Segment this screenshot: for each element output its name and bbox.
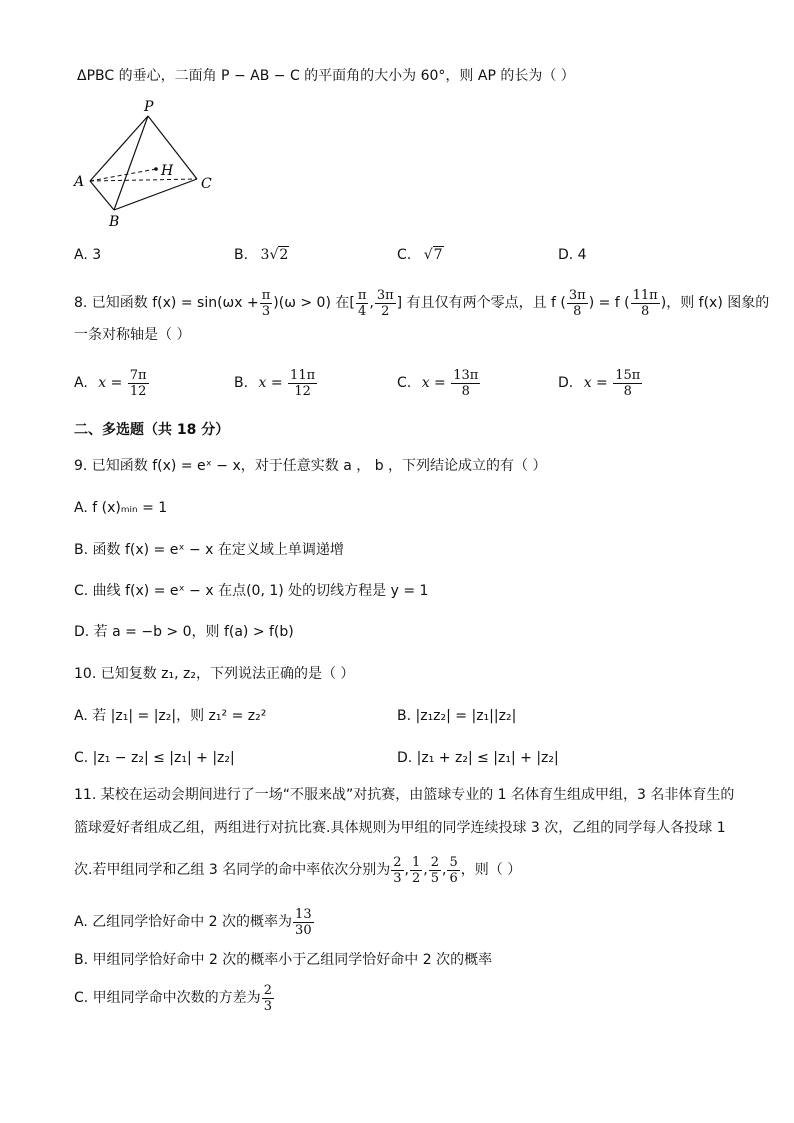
q11-option-b: B. 甲组同学恰好命中 2 次的概率小于乙组同学恰好命中 2 次的概率 [74,952,493,968]
q9-option-b: B. 函数 f(x) = eˣ − x 在定义域上单调递增 [74,542,344,558]
q10-option-a: A. 若 |z₁| = |z₂|，则 z₁² = z₂² [74,708,267,724]
q7-option-c: C. √7 [397,247,443,263]
q8-option-c: C. x = $\frac{13\pi}{8}$ [397,367,479,399]
label-h: H [161,163,174,179]
q9-option-d: D. 若 a = −b > 0，则 f(a) > f(b) [74,624,294,640]
label-p: P [144,99,154,115]
q8-stem-line1: 8. 已知函数 f(x) = sin(ωx + $\frac{\pi}{3}$ )(ω > 0) 在[ $\frac{\pi}{4}$ , $\frac{3\pi}{2}$ ] 有且仅有两个零点，且 f ( $\frac{3\pi}{8}$ ) = f ( $\frac{11\pi}{8}$ )，则 f(x) 图象的 [74,287,770,319]
q10-option-c: C. |z₁ − z₂| ≤ |z₁| + |z₂| [74,750,235,766]
q7-option-b: B. 3√2 [234,247,289,263]
q11-stem-line2: 篮球爱好者组成乙组，两组进行对抗比赛.具体规则为甲组的同学连续投球 3 次，乙组的同学每人各投球 1 [74,820,726,836]
q11-option-a: A. 乙组同学恰好命中 2 次的概率为 $\frac{13}{30}$ [74,906,312,938]
q9-stem: 9. 已知函数 f(x) = eˣ − x，对于任意实数 a ， b ，下列结论成立的有（ ） [74,458,547,474]
q8-option-b: B. x = $\frac{11\pi}{12}$ [234,367,316,399]
q10-stem: 10. 已知复数 z₁, z₂，下列说法正确的是（ ） [74,666,355,682]
q7-option-d: D. 4 [558,247,587,263]
q9-option-c: C. 曲线 f(x) = eˣ − x 在点(0, 1) 处的切线方程是 y = 1 [74,583,429,599]
q9-option-a: A. f (x)ₘᵢₙ = 1 [74,500,168,516]
q11-stem-line1: 11. 某校在运动会期间进行了一场“不服来战”对抗赛，由篮球专业的 1 名体育生组成甲组，3 名非体育生的 [74,787,735,803]
label-b: B [109,214,120,230]
tetrahedron-figure [70,98,230,230]
q11-stem-line3: 次.若甲组同学和乙组 3 名同学的命中率依次分别为 $\frac{2}{3}$ , $\frac{1}{2}$ , $\frac{2}{5}$ , $\frac{5}{6}$ ，则（ ） [74,854,522,886]
q10-option-d: D. |z₁ + z₂| ≤ |z₁| + |z₂| [397,750,559,766]
q8-option-a: A. x = $\frac{7\pi}{12}$ [74,367,147,399]
label-a: A [74,174,85,190]
q8-stem-line2: 一条对称轴是（ ） [74,327,191,343]
q7-stem: ΔPBC 的垂心，二面角 P − AB − C 的平面角的大小为 60°，则 AP 的长为（ ） [77,68,575,84]
section-heading: 二、多选题（共 18 分） [74,422,230,438]
q10-option-b: B. |z₁z₂| = |z₁||z₂| [397,708,517,724]
q7-option-a: A. 3 [74,247,102,263]
q11-option-c: C. 甲组同学命中次数的方差为 $\frac{2}{3}$ [74,982,272,1014]
q8-option-d: D. x = $\frac{15\pi}{8}$ [558,367,641,399]
label-c: C [201,176,212,192]
